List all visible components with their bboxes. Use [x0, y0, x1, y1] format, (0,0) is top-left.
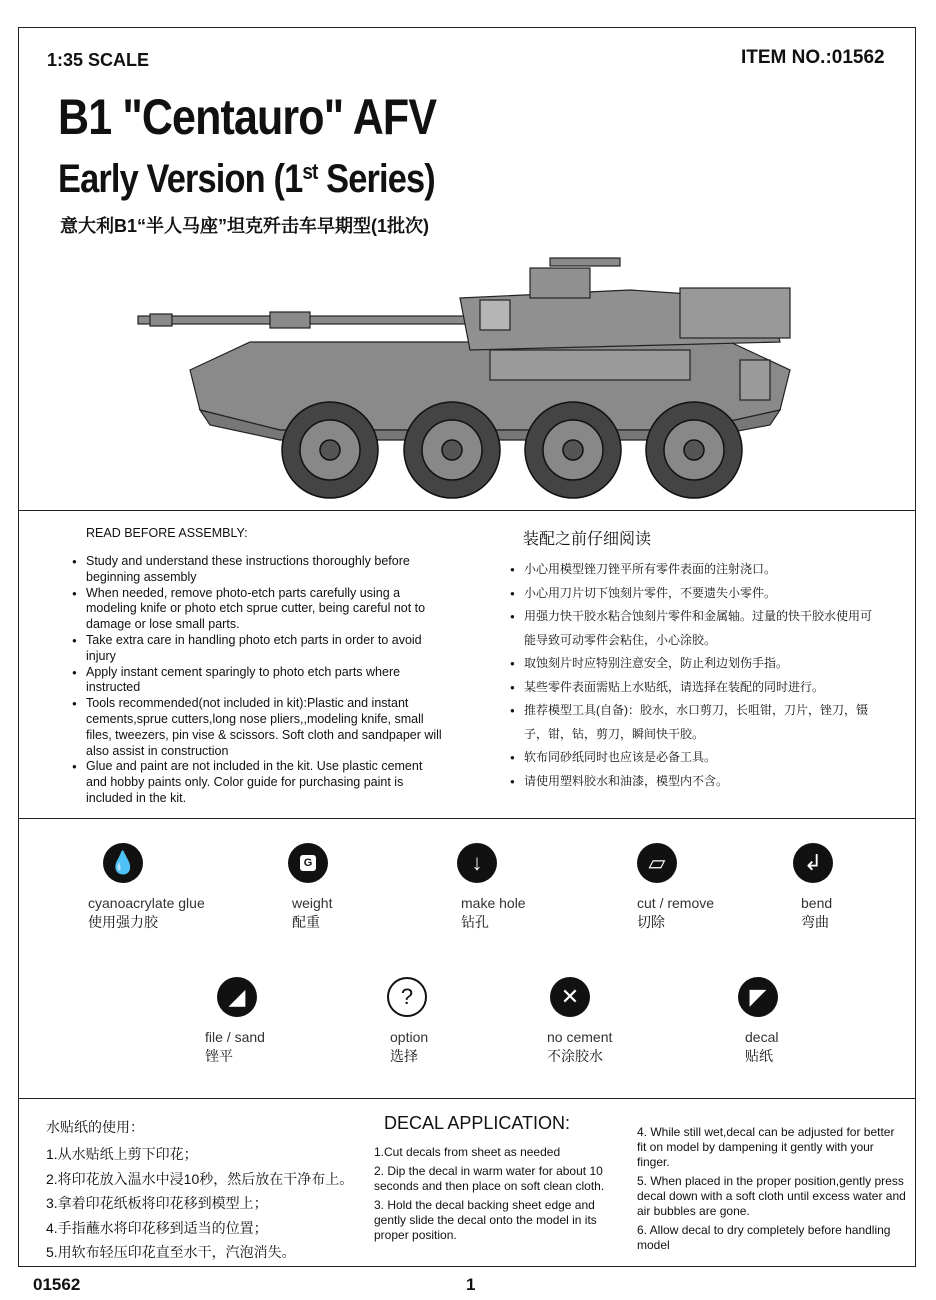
list-item: ● 小心用模型锉刀锉平所有零件表面的注射浇口。 — [510, 558, 880, 582]
list-item: 1.从水贴纸上剪下印花； — [46, 1146, 198, 1162]
list-item: 2. Dip the decal in warm water for about 10 seconds and then place on soft clean cloth. — [374, 1164, 605, 1193]
footer-item-code: 01562 — [33, 1275, 81, 1294]
decal-heading-cn: 水贴纸的使用： — [46, 1119, 144, 1135]
list-item: ● 用强力快干胶水粘合蚀刻片零件和金属轴。过量的快干胶水使用可能导致可动零件会粘住，小心涂胶。 — [510, 605, 880, 652]
symbol-cut: ▱ cut / remove 切除 — [637, 843, 767, 932]
read-before-heading-cn: 装配之前仔细阅读 — [523, 529, 652, 548]
symbol-option: ? option 选择 — [390, 977, 520, 1066]
list-item: ● 小心用刀片切下蚀刻片零件，不要遗失小零件。 — [510, 582, 880, 606]
weight-icon: G — [288, 843, 328, 883]
glue-icon: 💧 — [103, 843, 143, 883]
decal-steps-cn — [46, 1142, 353, 1265]
list-item: 3.拿着印花纸板将印花移到模型上； — [46, 1195, 268, 1211]
list-item: ● 请使用塑料胶水和油漆，模型内不含。 — [510, 770, 880, 794]
list-item: 4.手指蘸水将印花移到适当的位置； — [46, 1219, 268, 1236]
no-cement-icon: ✕ — [550, 977, 590, 1017]
read-before-list-cn — [510, 558, 880, 793]
list-item: 3. Hold the decal backing sheet edge and gently slide the decal onto the model in its proper position. — [374, 1198, 597, 1242]
list-item: 6. Allow decal to dry completely before handling model — [637, 1223, 891, 1252]
divider — [18, 818, 916, 819]
list-item: ● Apply instant cement sparingly to photo etch parts where instructed — [72, 665, 442, 697]
list-item: ● Take extra care in handling photo etch parts in order to avoid injury — [72, 633, 442, 665]
page-number: 1 — [466, 1275, 476, 1294]
decal-icon: ◤ — [738, 977, 778, 1017]
page-subtitle: Early Version (1st Series) — [58, 157, 435, 201]
list-item: ● Study and understand these instructions thoroughly before beginning assembly — [72, 554, 442, 586]
decal-heading: DECAL APPLICATION: — [384, 1113, 571, 1133]
list-item: 5. When placed in the proper position,gently press decal down with a soft cloth until excess water and air bubbles are gone. — [637, 1174, 906, 1218]
list-item: 1.Cut decals from sheet as needed — [374, 1145, 561, 1159]
question-icon: ? — [387, 977, 427, 1017]
read-before-list — [72, 554, 442, 807]
list-item: 5.用软布轻压印花直至水干，汽泡消失。 — [46, 1244, 296, 1260]
page-title-cn: 意大利B1“半人马座”坦克歼击车早期型(1批次) — [60, 216, 430, 236]
list-item: ● Tools recommended(not included in kit):Plastic and instant cements,sprue cutters,long nose pliers,,modeling knife, small files, tweezers, pin vise & scissors. Soft cloth and sandpaper will also assist in construction — [72, 696, 442, 759]
list-item: 4. While still wet,decal can be adjusted for better fit on model by dampening it gently with your finger. — [637, 1125, 895, 1169]
symbol-glue: 💧 cyanoacrylate glue 使用强力胶 — [88, 843, 218, 932]
vehicle-illustration — [130, 250, 830, 500]
symbol-no-cement: ✕ no cement 不涂胶水 — [547, 977, 677, 1066]
page-title: B1 "Centauro" AFV — [58, 89, 437, 145]
list-item: ● 软布同砂纸同时也应该是必备工具。 — [510, 746, 880, 770]
list-item: ● When needed, remove photo-etch parts carefully using a modeling knife or photo etch sprue cutter, being careful not to damage or lose small parts. — [72, 586, 442, 633]
read-before-heading: READ BEFORE ASSEMBLY: — [86, 526, 248, 540]
item-number: ITEM NO.:01562 — [741, 47, 885, 68]
bend-icon: ↲ — [793, 843, 833, 883]
list-item: ● Glue and paint are not included in the kit. Use plastic cement and hobby paints only. Color guide for purchasing paint is included in the kit. — [72, 759, 442, 806]
symbol-make-hole: ↓ make hole 钻孔 — [461, 843, 591, 932]
divider — [18, 1098, 916, 1099]
symbol-bend: ↲ bend 弯曲 — [801, 843, 931, 932]
cut-icon: ▱ — [637, 843, 677, 883]
list-item: 2.将印花放入温水中浸10秒，然后放在干净布上。 — [46, 1170, 354, 1187]
scale-label: 1:35 SCALE — [47, 50, 150, 70]
list-item: ● 推荐模型工具(自备)：胶水，水口剪刀，长咀钳，刀片，锉刀，镊子，钳，钻，剪刀，瞬间快干胶。 — [510, 699, 880, 746]
decal-steps-1 — [374, 1145, 629, 1247]
file-icon: ◢ — [217, 977, 257, 1017]
list-item: ● 取蚀刻片时应特别注意安全，防止利边划伤手指。 — [510, 652, 880, 676]
symbol-file: ◢ file / sand 锉平 — [205, 977, 335, 1066]
symbol-weight: G weight 配重 — [292, 843, 422, 932]
decal-steps-2 — [637, 1125, 907, 1257]
symbol-decal: ◤ decal 贴纸 — [745, 977, 875, 1066]
list-item: ● 某些零件表面需贴上水贴纸，请选择在装配的同时进行。 — [510, 676, 880, 700]
divider — [18, 510, 916, 511]
drill-icon: ↓ — [457, 843, 497, 883]
